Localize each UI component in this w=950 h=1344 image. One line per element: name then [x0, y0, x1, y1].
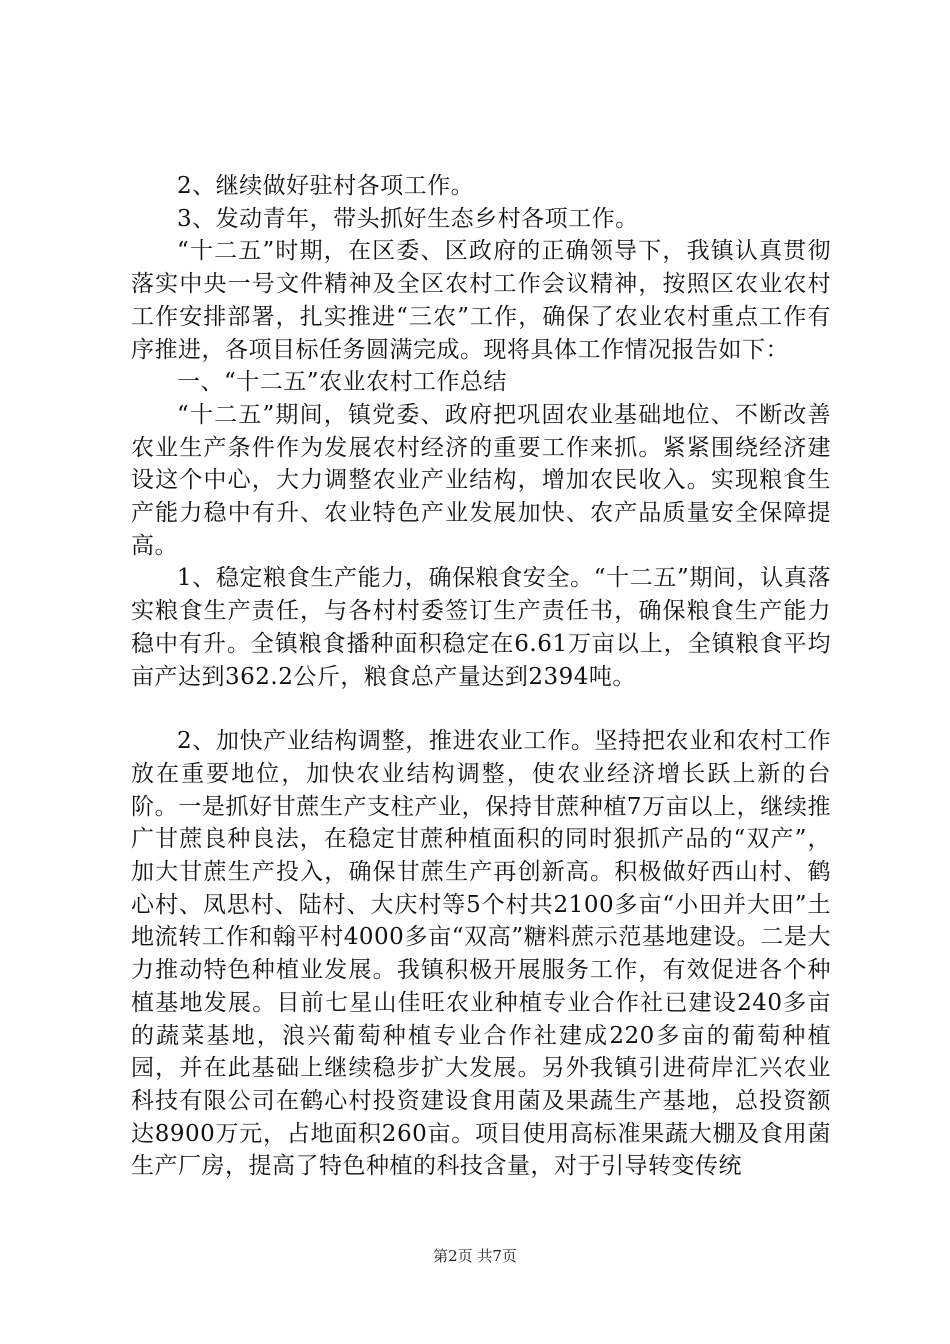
- summary-paragraph: “十二五”期间，镇党委、政府把巩固农业基础地位、不断改善农业生产条件作为发展农村经济的重要工作来抓。紧紧围绕经济建设这个中心，大力调整农业产业结构，增加农民收入。实现粮食生产能力稳中有升、农业特色产业发展加快、农产品质量安全保障提高。: [131, 401, 831, 559]
- industry-paragraph: 2、加快产业结构调整，推进农业工作。坚持把农业和农村工作放在重要地位，加快农业结构调整，使农业经济增长跃上新的台阶。一是抓好甘蔗生产支柱产业，保持甘蔗种植7万亩以上，继续推广甘蔗良种良法，在稳定甘蔗种植面积的同时狠抓产品的“双产”，加大甘蔗生产投入，确保甘蔗生产再创新高。积极做好西山村、鹤心村、凤思村、陆村、大庆村等5个村共2100多亩“小田并大田”土地流转工作和翰平村4000多亩“双高”糖料蔗示范基地建设。二是大力推动特色种植业发展。我镇积极开展服务工作，有效促进各个种植基地发展。目前七星山佳旺农业种植专业合作社已建设240多亩的蔬菜基地，浪兴葡萄种植专业合作社建成220多亩的葡萄种植园，并在此基础上继续稳步扩大发展。另外我镇引进荷岸汇兴农业科技有限公司在鹤心村投资建设食用菌及果蔬生产基地，总投资额达8900万元，占地面积260亩。项目使用高标准果蔬大棚及食用菌生产厂房，提高了特色种植的科技含量，对于引导转变传统: [131, 728, 831, 1180]
- intro-paragraph: “十二五”时期，在区委、区政府的正确领导下，我镇认真贯彻落实中央一号文件精神及全区农村工作会议精神，按照区农业农村工作安排部署，扎实推进“三农”工作，确保了农业农村重点工作有序推进，各项目标任务圆满完成。现将具体工作情况报告如下：: [131, 238, 831, 363]
- section-heading: 一、“十二五”农业农村工作总结: [177, 369, 508, 396]
- list-item-3: 3、发动青年，带头抓好生态乡村各项工作。: [177, 205, 639, 232]
- list-item-2: 2、继续做好驻村各项工作。: [177, 173, 475, 199]
- page-footer: 第2页 共7页: [433, 1247, 517, 1265]
- document-body: [131, 170, 831, 1183]
- paragraph-gap: [131, 693, 831, 725]
- grain-paragraph: 1、稳定粮食生产能力，确保粮食安全。“十二五”期间，认真落实粮食生产责任，与各村村委签订生产责任书，确保粮食生产能力稳中有升。全镇粮食播种面积稳定在6.61万亩以上，全镇粮食平均亩产达到362.2公斤，粮食总产量达到2394吨。: [131, 565, 831, 690]
